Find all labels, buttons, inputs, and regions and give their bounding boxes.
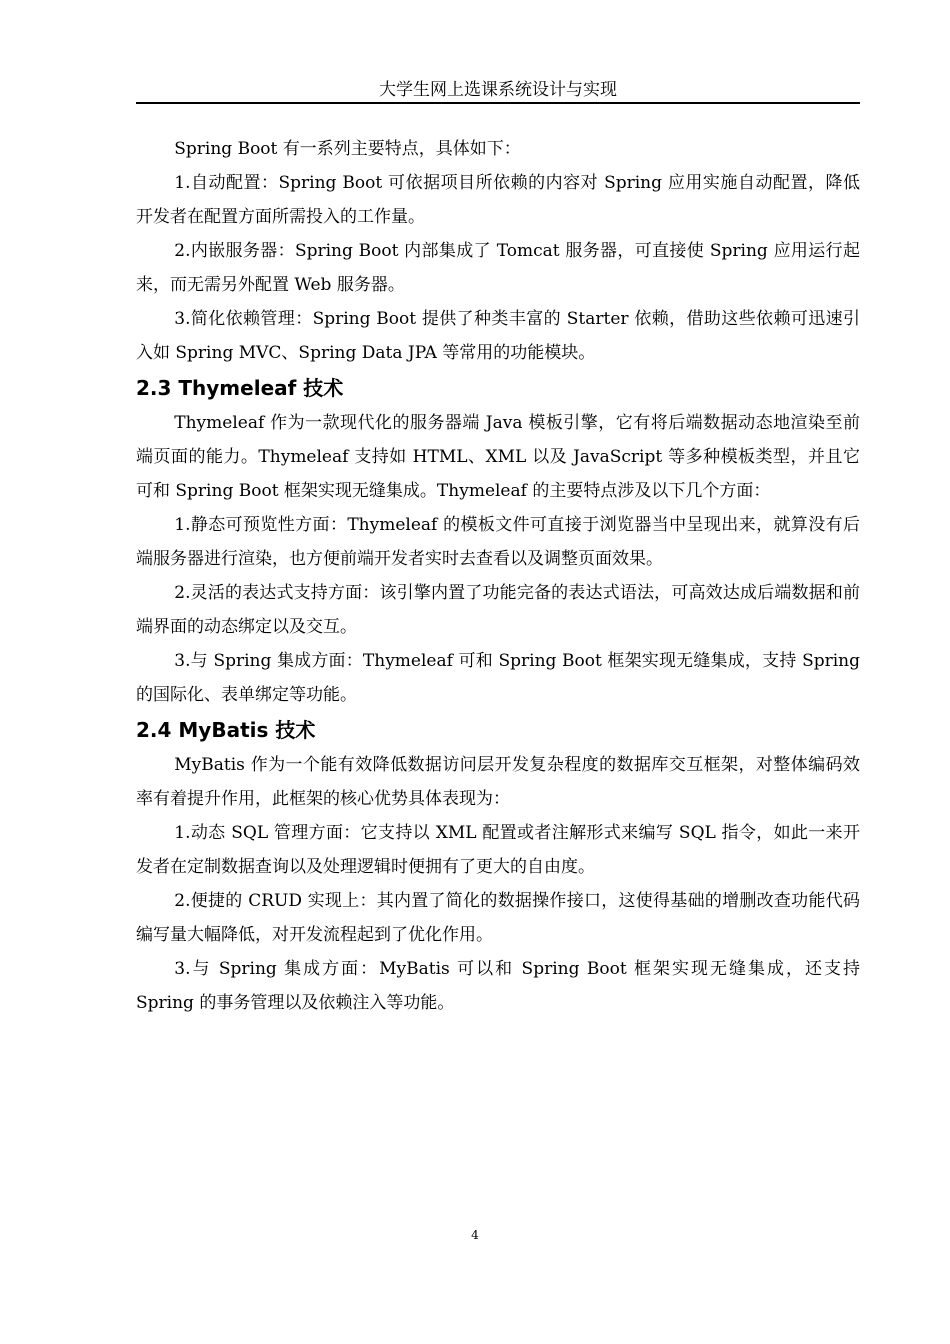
running-header: 大学生网上选课系统设计与实现 [379,80,617,100]
header-rule [136,102,860,104]
page-number: 4 [471,1228,479,1242]
mybatis-paragraph-2: 1.动态 SQL 管理方面：它支持以 XML 配置或者注解形式来编写 SQL 指令，如此一来开发者在定制数据查询以及处理逻辑时便拥有了更大的自由度。 [136,823,860,877]
intro-paragraph-3: 2.内嵌服务器：Spring Boot 内部集成了 Tomcat 服务器，可直接使 Spring 应用运行起来，而无需另外配置 Web 服务器。 [136,241,860,295]
thymeleaf-paragraph-3: 2.灵活的表达式支持方面：该引擎内置了功能完备的表达式语法，可高效达成后端数据和前端界面的动态绑定以及交互。 [136,583,860,637]
page-body [136,132,860,1020]
section-heading-mybatis: 2.4 MyBatis 技术 [136,718,316,742]
thymeleaf-paragraph-4: 3.与 Spring 集成方面：Thymeleaf 可和 Spring Boot 框架实现无缝集成，支持 Spring 的国际化、表单绑定等功能。 [136,651,860,705]
intro-paragraph-4: 3.简化依赖管理：Spring Boot 提供了种类丰富的 Starter 依赖，借助这些依赖可迅速引入如 Spring MVC、Spring Data JPA 等常用的功能模块。 [136,309,860,363]
mybatis-paragraph-3: 2.便捷的 CRUD 实现上：其内置了简化的数据操作接口，这使得基础的增删改查功能代码编写量大幅降低，对开发流程起到了优化作用。 [136,891,860,945]
intro-paragraph-1: Spring Boot 有一系列主要特点，具体如下： [174,139,521,159]
thymeleaf-paragraph-2: 1.静态可预览性方面：Thymeleaf 的模板文件可直接于浏览器当中呈现出来，就算没有后端服务器进行渲染，也方便前端开发者实时去查看以及调整页面效果。 [136,515,860,569]
mybatis-paragraph-4: 3.与 Spring 集成方面：MyBatis 可以和 Spring Boot 框架实现无缝集成，还支持 Spring 的事务管理以及依赖注入等功能。 [136,959,860,1013]
intro-paragraph-2: 1.自动配置：Spring Boot 可依据项目所依赖的内容对 Spring 应用实施自动配置，降低开发者在配置方面所需投入的工作量。 [136,173,860,227]
thymeleaf-paragraph-1: Thymeleaf 作为一款现代化的服务器端 Java 模板引擎，它有将后端数据动态地渲染至前端页面的能力。Thymeleaf 支持如 HTML、XML 以及 JavaScript 等多种模板类型，并且它可和 Spring Boot 框架实现无缝集成。Thymeleaf 的主要特点涉及以下几个方面： [136,413,860,501]
section-heading-thymeleaf: 2.3 Thymeleaf 技术 [136,376,344,400]
mybatis-paragraph-1: MyBatis 作为一个能有效降低数据访问层开发复杂程度的数据库交互框架，对整体编码效率有着提升作用，此框架的核心优势具体表现为： [136,755,860,809]
